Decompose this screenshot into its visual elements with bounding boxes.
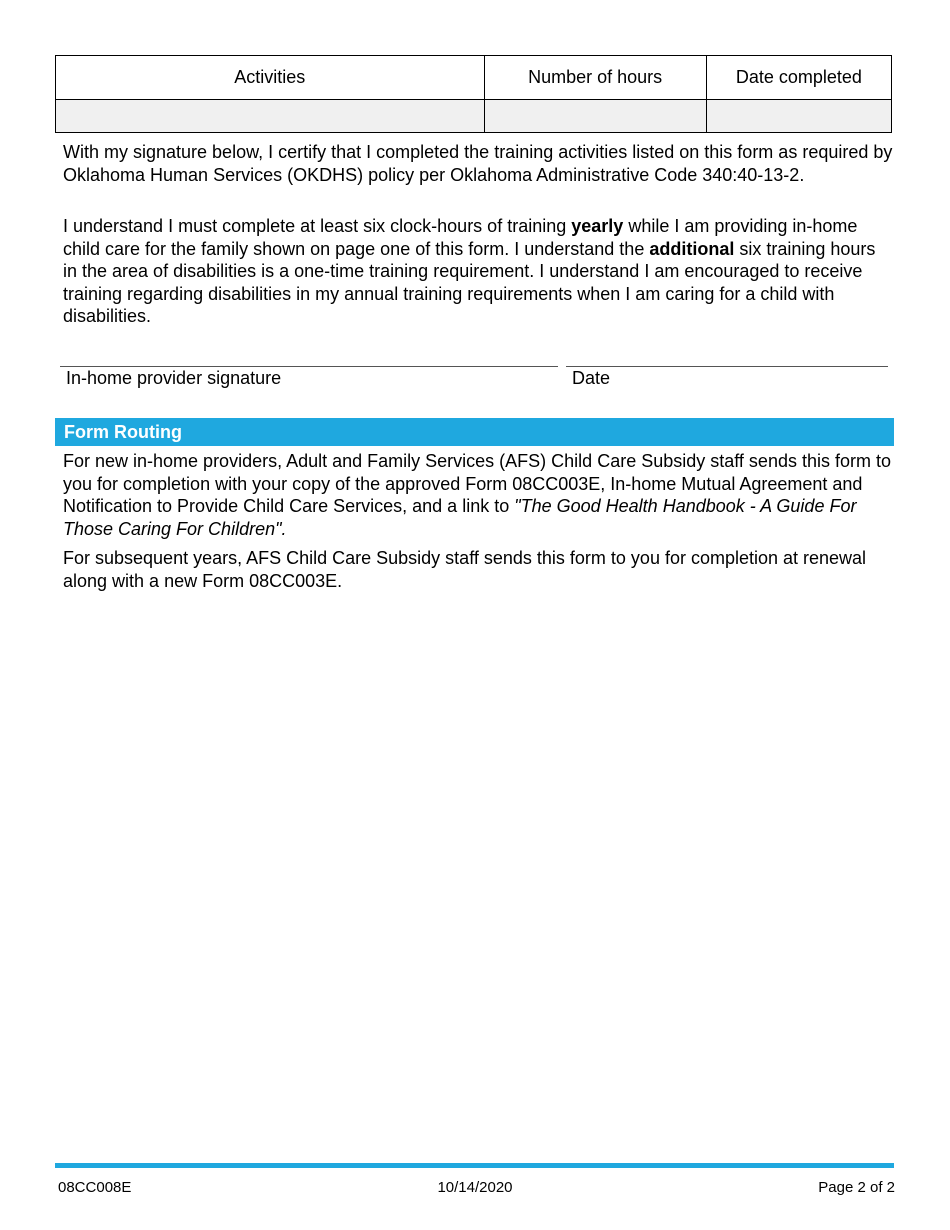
training-activities-table xyxy=(55,55,892,133)
requirement-text-1: I understand I must complete at least six clock-hours of training xyxy=(63,216,572,236)
activities-cell[interactable] xyxy=(56,100,485,133)
form-routing-heading: Form Routing xyxy=(55,418,894,446)
footer-revision-date: 10/14/2020 xyxy=(437,1179,513,1196)
footer-divider xyxy=(55,1163,894,1168)
routing-text-1: For new in-home providers, Adult and Family Services (AFS) Child Care Subsidy staff sends this form to you for completion with your copy of the approved Form 08CC003E, In-home Mutual Agreement and Notification to Provide Child Care Services, and a link to xyxy=(63,451,891,516)
number-of-hours-cell[interactable] xyxy=(484,100,706,133)
table-header-row xyxy=(56,56,892,100)
certification-statement: With my signature below, I certify that I completed the training activities listed on this form as required by Oklahoma Human Services (OKDHS) policy per Oklahoma Administrative Code 340:40-13-2. xyxy=(63,142,893,185)
footer-form-number: 08CC008E xyxy=(58,1179,132,1196)
requirement-emphasis-additional: additional xyxy=(649,238,735,259)
footer-page-number: Page 2 of 2 xyxy=(818,1179,895,1196)
signature-date-line[interactable] xyxy=(566,366,888,367)
signature-date-label: Date xyxy=(572,368,611,388)
training-requirement-statement xyxy=(63,215,893,328)
provider-signature-label: In-home provider signature xyxy=(66,368,282,388)
date-completed-cell[interactable] xyxy=(706,100,891,133)
header-activities: Activities xyxy=(56,56,485,100)
requirement-emphasis-yearly: yearly xyxy=(571,216,624,236)
header-date-completed: Date completed xyxy=(706,56,891,100)
requirement-text-2: while I am providing in-home child care for the family shown on page one of this form. I understand the xyxy=(63,216,858,259)
handbook-title: "The Good Health Handbook - A Guide For Those Caring For Children". xyxy=(63,496,857,539)
header-number-of-hours: Number of hours xyxy=(484,56,706,100)
form-routing-subsequent-years: For subsequent years, AFS Child Care Subsidy staff sends this form to you for completion at renewal along with a new Form 08CC003E. xyxy=(63,548,867,591)
table-row xyxy=(56,100,892,133)
form-routing-new-providers xyxy=(63,450,893,540)
requirement-text-3: six training hours in the area of disabilities is a one-time training requirement. I understand I am encouraged to receive training regarding disabilities in my annual training requirements when I am caring for a child with disabilities. xyxy=(63,238,876,326)
